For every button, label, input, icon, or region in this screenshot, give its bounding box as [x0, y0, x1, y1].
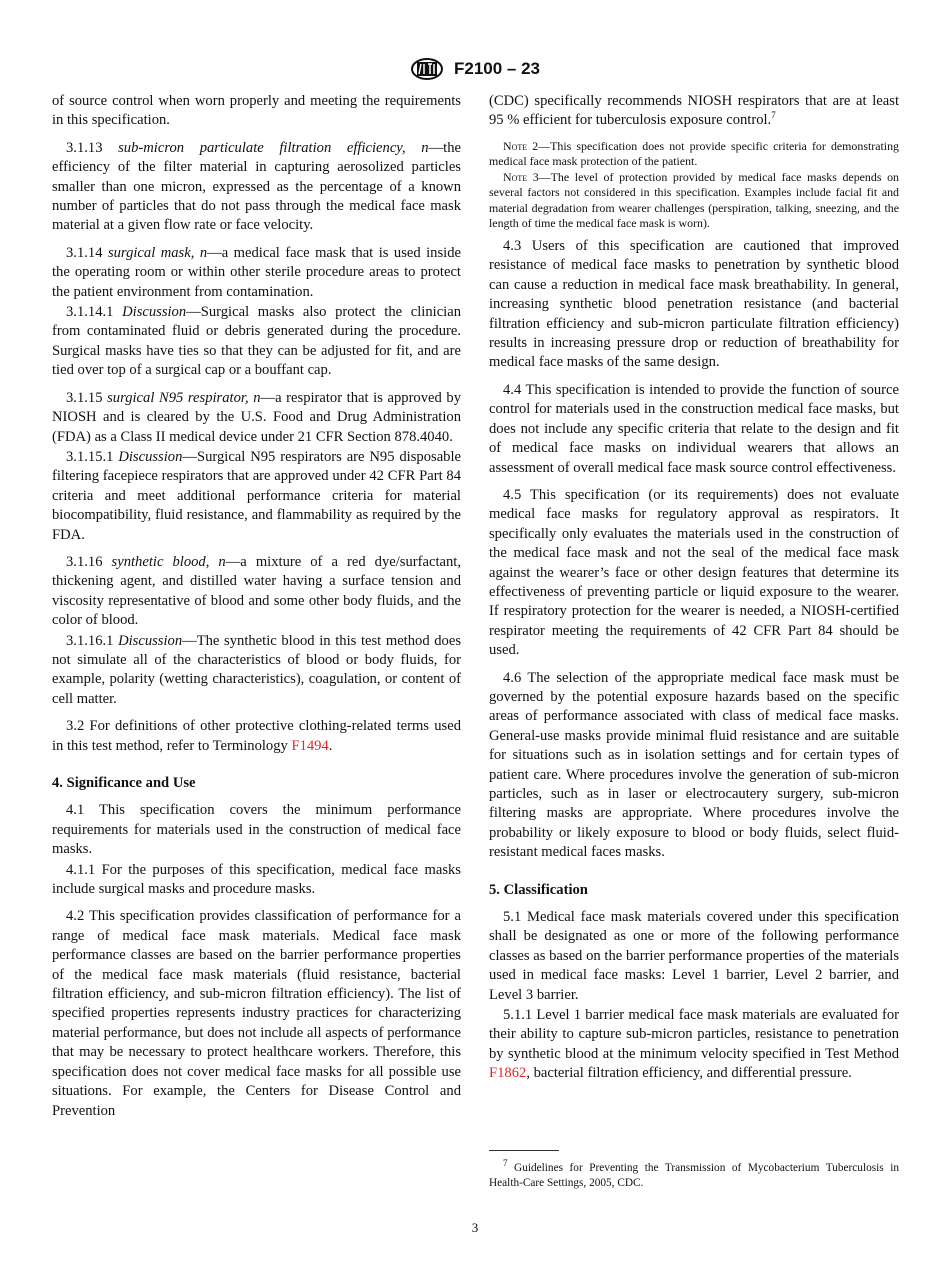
text: , bacterial filtration efficiency, and differential pressure.: [526, 1065, 852, 1082]
paragraph: [489, 486, 899, 661]
text: 3.1.16.1: [66, 632, 119, 649]
paragraph: [52, 717, 461, 756]
paragraph: [52, 632, 461, 710]
defined-term: sub-micron particulate filtration efficiency, n: [118, 139, 429, 156]
paragraph: [52, 139, 461, 236]
text: —a medical face mask that is used inside the operating room or within other sterile procedure areas to protect the patient environment from contamination.: [52, 244, 461, 300]
paragraph: [52, 553, 461, 631]
paragraph: [489, 92, 899, 131]
paragraph: [489, 1006, 899, 1084]
text: 3.1.14.1: [66, 304, 123, 321]
footnote-text: Guidelines for Preventing the Transmission of Mycobacterium Tuberculosis in Health-Care Settings, 2005, CDC.: [489, 1162, 899, 1189]
note-paragraph: [489, 139, 899, 169]
text: .: [328, 737, 333, 754]
footnote: [489, 1158, 899, 1191]
text: 4. Significance and Use: [52, 775, 196, 791]
text: 4.1 This specification covers the minimum performance requirements for materials used in the construction of medical face masks.: [52, 802, 461, 858]
note-paragraph: [489, 170, 899, 231]
paragraph: [52, 861, 461, 900]
right-column: [489, 92, 899, 1092]
paragraph: [489, 237, 899, 373]
paragraph: [489, 908, 899, 1005]
note-label: Note: [503, 138, 528, 153]
text: 2—This specification does not provide specific criteria for demonstrating medical face mask protection of the patient.: [489, 138, 899, 169]
defined-term: Discussion: [122, 304, 187, 321]
defined-term: Discussion: [118, 632, 183, 649]
text: 4.5 This specification (or its requirements) does not evaluate medical face masks for regulatory approval as respirators. It specifically only evaluates the materials used in the construction of the medical face mask and not the seal of the medical face mask against the wearer’s face or other design features that determine its effectiveness of preventing particle or liquid exposure to the wearer. If respiratory protection for the wearer is needed, a NIOSH-certified respirator meeting the requirements of 42 CFR Part 84 should be used.: [489, 486, 899, 659]
page-header: [0, 57, 950, 81]
defined-term: Discussion: [118, 448, 183, 465]
standard-link[interactable]: F1494: [291, 737, 329, 754]
footnote-ref: 7: [771, 110, 776, 121]
text: 4.4 This specification is intended to provide the function of source control for materials used in the construction medical face masks, but does not include any specific criteria that relate to the design and fit of medical face masks on individual wearers that allows an assessment of overall medical face mask source control effectiveness.: [489, 381, 899, 476]
paragraph: [52, 92, 461, 131]
text: 3—The level of protection provided by medical face masks depends on several factors not considered in this specification. Examples include facial fit and material degradation from wearer challenges (perspiration, talking, sneezing, and the length of time the medical face mask is worn).: [489, 170, 899, 230]
text: 4.3 Users of this specification are cautioned that improved resistance of medical face masks to penetration by synthetic blood can cause a reduction in medical face mask breathability. In general, increasing synthetic blood penetration resistance (and bacterial filtration efficiency and sub-micron particulate filtration efficiency) results in increasing pressure drop or reduction of breathability for medical face masks of the same design.: [489, 238, 899, 371]
paragraph: [52, 389, 461, 447]
defined-term: synthetic blood, n: [111, 553, 226, 570]
text: 3.1.15.1: [66, 448, 119, 465]
text: —Surgical N95 respirators are N95 disposable filtering facepiece respirators that are approved under 42 CFR Part 84 criteria and meet additional performance criteria for material biocompatibility, fluid resistance, and flammability as required by the FDA.: [52, 448, 462, 543]
defined-term: surgical mask, n: [107, 244, 208, 261]
text: 4.1.1 For the purposes of this specification, medical face masks include surgical masks and procedure masks.: [52, 861, 461, 898]
text: —Surgical masks also protect the clinician from contaminated fluid or debris generated during the procedure. Surgical masks have ties so that they can be adjusted for fit, and are tied over top of a surgical cap or a bouffant cap.: [52, 304, 461, 379]
section-heading: [489, 881, 899, 900]
note-label: Note: [503, 170, 528, 185]
paragraph: [489, 381, 899, 478]
text: —a respirator that is approved by NIOSH and is cleared by the U.S. Food and Drug Administration (FDA) as a Class II medical device under 21 CFR Section 878.4040.: [52, 389, 461, 445]
text: 3.1.14: [66, 244, 108, 261]
defined-term: surgical N95 respirator, n: [107, 389, 261, 406]
text: —The synthetic blood in this test method does not simulate all of the characteristics of blood or body fluids, for example, polarity (wetting characteristics), coagulation, or content of cell matter.: [52, 632, 461, 707]
footnote-divider: [489, 1150, 559, 1151]
paragraph: [52, 907, 461, 1120]
section-heading: [52, 774, 461, 793]
standard-link[interactable]: F1862: [489, 1065, 527, 1082]
astm-logo-icon: [410, 57, 444, 81]
text: 5.1.1 Level 1 barrier medical face mask materials are evaluated for their ability to capture sub-micron particles, resistance to penetration by synthetic blood at the minimum velocity specified in Test Method: [489, 1007, 899, 1062]
paragraph: [52, 303, 461, 381]
text: 3.1.13: [66, 139, 119, 156]
text: 3.2 For definitions of other protective clothing-related terms used in this test method, refer to Terminology: [52, 718, 461, 754]
paragraph: [52, 448, 461, 545]
text: 5.1 Medical face mask materials covered under this specification shall be designated as one or more of the following performance classes as based on the barrier performance properties of the materials used in medical face masks: Level 1 barrier, Level 2 barrier, and Level 3 barrier.: [489, 909, 899, 1003]
text: 3.1.15: [66, 389, 108, 406]
standard-code: F2100 – 23: [453, 59, 540, 78]
text: 5. Classification: [489, 881, 588, 898]
footnote-marker: 7: [503, 1158, 508, 1169]
text: 4.6 The selection of the appropriate medical face mask must be governed by the potential exposure hazards based on the specific areas of performance associated with class of medical face masks. General-use masks provide minimal fluid resistance and are suitable for situations such as in isolation settings and for certain types of patient care. Where procedures involve the generation of sub-micron particles, such as in laser or electrocautery surgery, sub-micron filtering masks are appropriate. Where procedures involve the probability or likely exposure to blood or body fluids, select fluid-resistant medical faces masks.: [489, 669, 899, 861]
text: (CDC) specifically recommends NIOSH respirators that are at least 95 % efficient for tuberculosis exposure control.: [489, 93, 899, 129]
text: of source control when worn properly and meeting the requirements in this specification.: [52, 93, 461, 129]
paragraph: [489, 669, 899, 863]
text: —a mixture of a red dye/surfactant, thickening agent, and distilled water having a surface tension and viscosity representative of blood and some other body fluids, and the color of blood.: [52, 553, 461, 629]
paragraph: [52, 801, 461, 859]
text: —the efficiency of the filter material in capturing aerosolized particles smaller than one micron, expressed as the percentage of a known number of particles that do not pass through the medical face mask material at a given flow rate or face velocity.: [52, 139, 461, 234]
left-column: [52, 92, 461, 1129]
text: 4.2 This specification provides classification of performance for a range of medical face mask materials. Medical face mask performance classes are based on the barrier performance properties of the medical face mask materials (fluid resistance, bacterial filtration efficiency, and sub-micron filtration efficiency). The list of specified properties represents industry practices for characterizing material performance, but does not include all aspects of performance that may be necessary to protect healthcare workers. Therefore, this specification does not cover medical face masks for all possible use situations. For example, the Centers for Disease Control and Prevention: [52, 908, 461, 1119]
page-number: 3: [471, 1220, 479, 1235]
text: 3.1.16: [66, 553, 112, 570]
paragraph: [52, 244, 461, 302]
